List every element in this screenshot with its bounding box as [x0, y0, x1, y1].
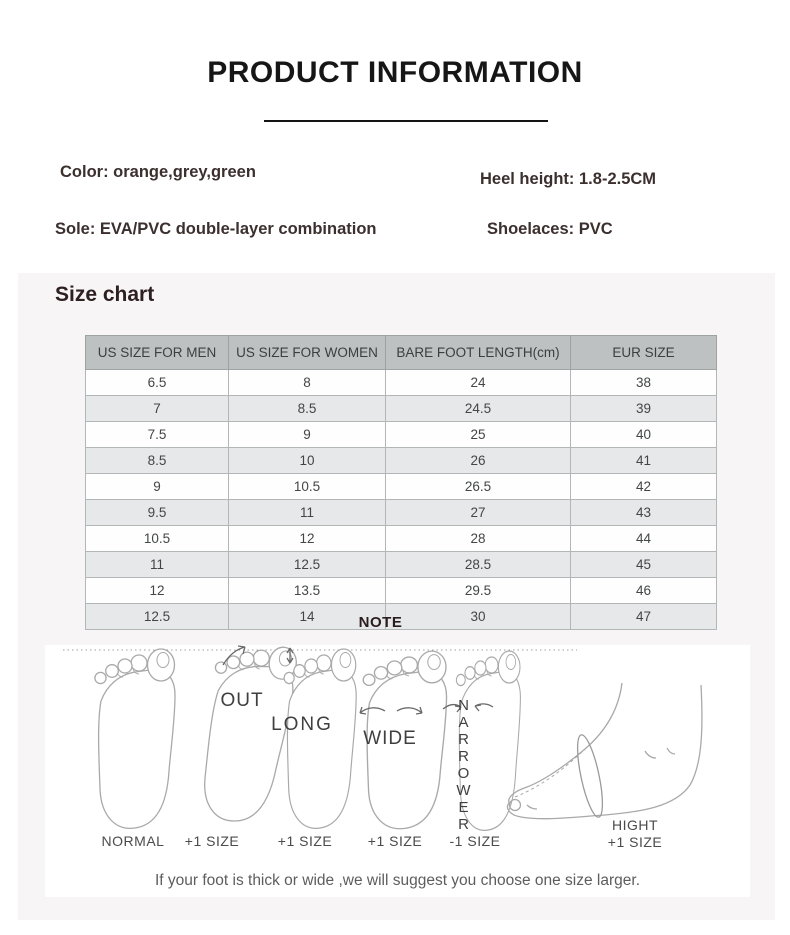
table-cell: 42 — [571, 474, 717, 500]
table-cell: 11 — [229, 500, 386, 526]
table-cell: 43 — [571, 500, 717, 526]
title-underline — [264, 120, 548, 122]
feet-diagram-panel — [45, 645, 750, 897]
foot-size-label-wide: +1 SIZE — [367, 833, 423, 849]
spec-shoelaces: Shoelaces: PVC — [487, 220, 613, 238]
foot-inner-label-narrower: NARROWER — [455, 697, 472, 833]
table-cell: 41 — [571, 448, 717, 474]
table-cell: 10.5 — [86, 526, 229, 552]
table-row — [86, 422, 717, 448]
table-cell: 8 — [229, 370, 386, 396]
table-cell: 27 — [386, 500, 571, 526]
column-header-foot-length: BARE FOOT LENGTH(cm) — [386, 336, 571, 370]
foot-inner-label-out: OUT — [220, 690, 264, 711]
table-cell: 11 — [86, 552, 229, 578]
foot-normal-icon — [95, 649, 175, 828]
table-cell: 9 — [86, 474, 229, 500]
page-title: PRODUCT INFORMATION — [207, 56, 583, 89]
note-heading: NOTE — [358, 614, 403, 631]
table-cell: 25 — [386, 422, 571, 448]
size-chart-table — [85, 335, 717, 630]
table-cell: 28 — [386, 526, 571, 552]
table-cell: 28.5 — [386, 552, 571, 578]
table-cell: 12 — [229, 526, 386, 552]
foot-size-label-height — [585, 817, 685, 851]
foot-size-label-normal: NORMAL — [101, 833, 165, 849]
table-cell: 30 — [386, 604, 571, 630]
spec-color: Color: orange,grey,green — [60, 163, 256, 181]
table-cell: 14 — [229, 604, 386, 630]
table-cell: 12.5 — [86, 604, 229, 630]
table-row — [86, 526, 717, 552]
table-cell: 24.5 — [386, 396, 571, 422]
table-row — [86, 370, 717, 396]
foot-size-label-narrower: -1 SIZE — [449, 833, 501, 849]
table-cell: 26.5 — [386, 474, 571, 500]
table-cell: 12 — [86, 578, 229, 604]
foot-inner-label-long: LONG — [271, 714, 333, 735]
table-cell: 47 — [571, 604, 717, 630]
table-cell: 7 — [86, 396, 229, 422]
table-row — [86, 396, 717, 422]
table-cell: 38 — [571, 370, 717, 396]
foot-inner-label-wide: WIDE — [363, 728, 417, 749]
table-cell: 12.5 — [229, 552, 386, 578]
table-row — [86, 474, 717, 500]
table-cell: 7.5 — [86, 422, 229, 448]
column-header-eur: EUR SIZE — [571, 336, 717, 370]
table-cell: 24 — [386, 370, 571, 396]
table-cell: 39 — [571, 396, 717, 422]
table-row — [86, 448, 717, 474]
table-cell: 40 — [571, 422, 717, 448]
foot-size-label-long: +1 SIZE — [277, 833, 333, 849]
table-cell: 45 — [571, 552, 717, 578]
table-cell: 8.5 — [86, 448, 229, 474]
column-header-us-women: US SIZE FOR WOMEN — [229, 336, 386, 370]
table-cell: 9 — [229, 422, 386, 448]
table-header-row — [86, 336, 717, 370]
size-chart-heading: Size chart — [55, 283, 155, 306]
table-cell: 44 — [571, 526, 717, 552]
bottom-note: If your foot is thick or wide ,we will suggest you choose one size larger. — [154, 872, 641, 889]
size-chart-section — [18, 273, 775, 920]
table-row — [86, 500, 717, 526]
column-header-us-men: US SIZE FOR MEN — [86, 336, 229, 370]
foot-size-label-out: +1 SIZE — [184, 833, 240, 849]
table-cell: 10 — [229, 448, 386, 474]
table-row — [86, 552, 717, 578]
foot-size-label-height-line2: +1 SIZE — [607, 834, 663, 850]
table-cell: 8.5 — [229, 396, 386, 422]
table-cell: 13.5 — [229, 578, 386, 604]
table-cell: 29.5 — [386, 578, 571, 604]
table-row — [86, 578, 717, 604]
spec-sole: Sole: EVA/PVC double-layer combination — [55, 220, 377, 238]
foot-size-label-height-line1: HIGHT — [611, 817, 659, 833]
table-cell: 10.5 — [229, 474, 386, 500]
table-cell: 26 — [386, 448, 571, 474]
table-cell: 9.5 — [86, 500, 229, 526]
foot-side-icon — [508, 683, 702, 819]
foot-long-icon — [284, 649, 356, 828]
spec-heel-height: Heel height: 1.8-2.5CM — [480, 170, 657, 188]
table-cell: 46 — [571, 578, 717, 604]
table-cell: 6.5 — [86, 370, 229, 396]
